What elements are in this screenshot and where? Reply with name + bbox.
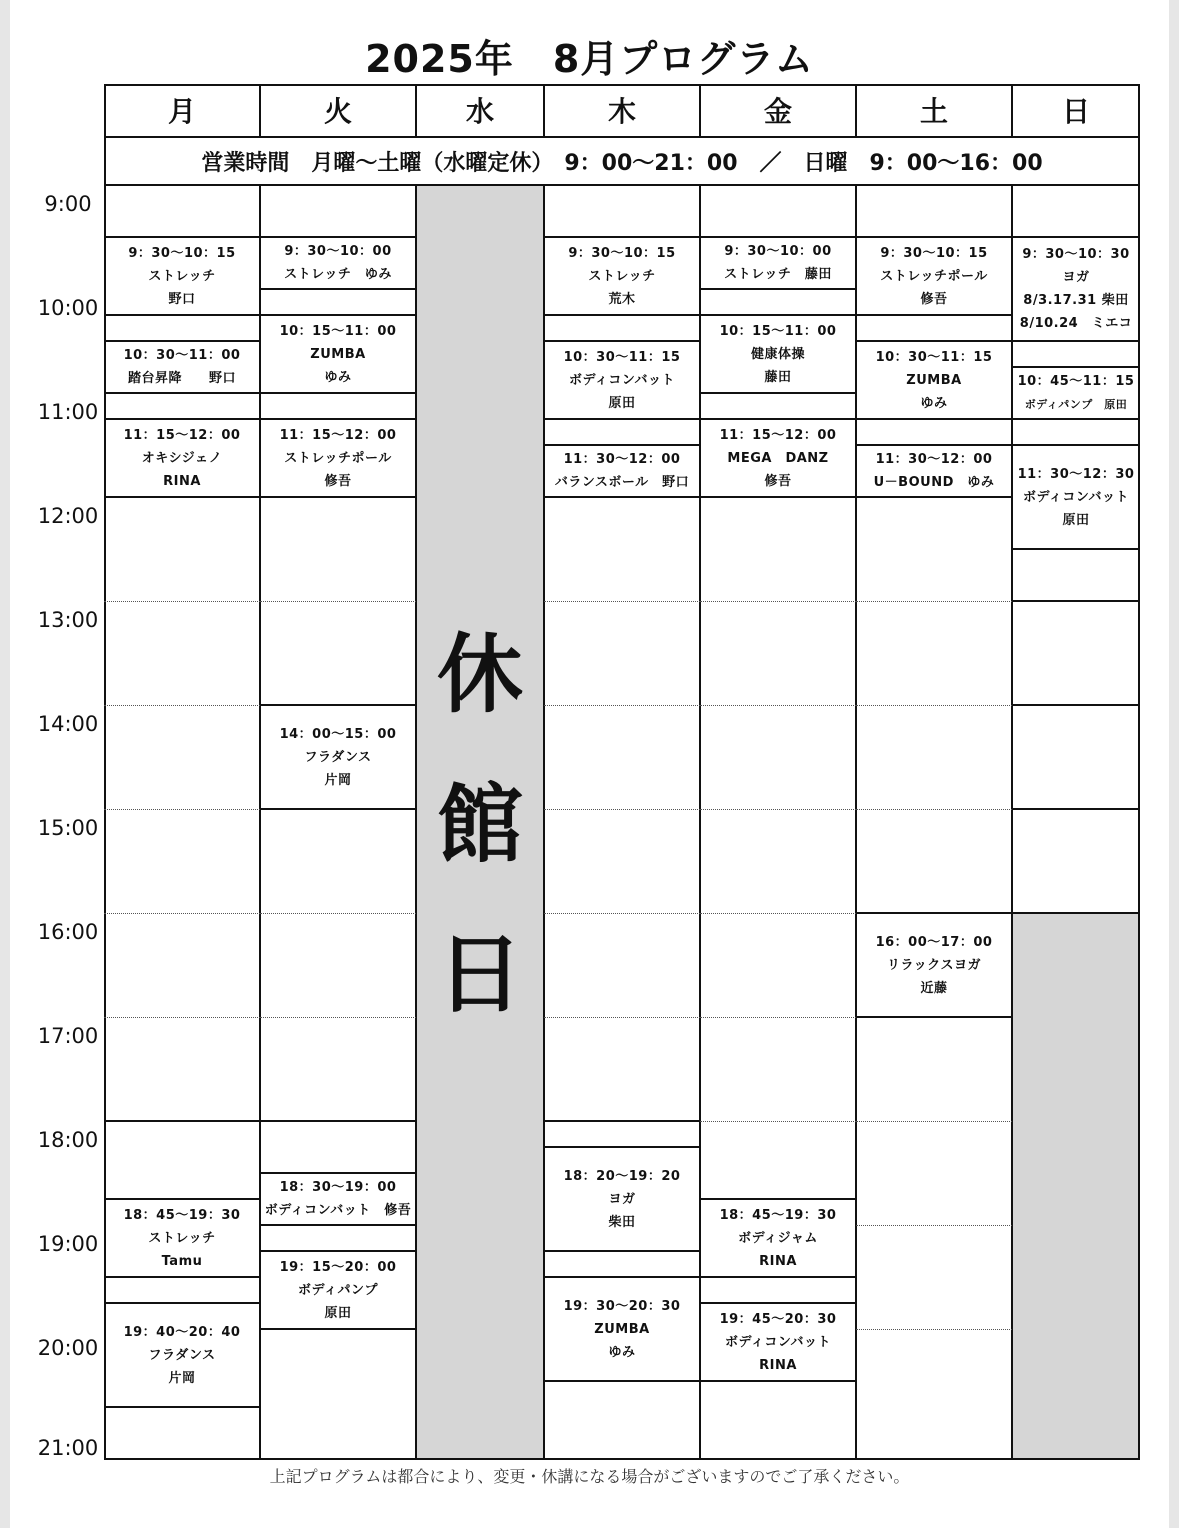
time-label: 17:00	[37, 1024, 99, 1048]
class-name: ヨガ	[608, 1191, 636, 1207]
grid-line	[260, 1224, 416, 1226]
class-instructor: 野口	[168, 291, 196, 307]
class-time: 10：15〜11：00	[279, 323, 397, 339]
footer-note: 上記プログラムは都合により、変更・休講になる場合がございますのでご了承ください。	[269, 1467, 910, 1486]
class-time: 9：30〜10：15	[568, 245, 676, 261]
time-label: 21:00	[37, 1436, 99, 1460]
class-instructor: RINA	[759, 1253, 797, 1269]
class-name: ZUMBA	[906, 372, 962, 388]
class-name: フラダンス	[304, 749, 372, 765]
class-block-tue	[260, 1174, 416, 1224]
class-block-fri	[700, 316, 856, 392]
grid-line	[700, 601, 856, 602]
class-instructor: 近藤	[920, 980, 948, 996]
class-name: ストレッチ 藤田	[724, 267, 832, 282]
day-header-sat: 土	[919, 95, 948, 128]
business-hours: 営業時間 月曜〜土曜（水曜定休） 9：00〜21：00 ／ 日曜 9：00〜16：00	[104, 136, 1140, 186]
class-instructor: 片岡	[168, 1370, 196, 1386]
grid-line	[700, 1276, 856, 1278]
class-block-mon	[104, 1304, 260, 1406]
class-instructor: 原田	[324, 1305, 352, 1321]
class-block-tue	[260, 420, 416, 496]
class-time: 18：45〜19：30	[123, 1207, 241, 1223]
class-block-thu	[544, 1148, 700, 1250]
class-time: 11：30〜12：00	[875, 452, 993, 467]
grid-line	[544, 496, 700, 498]
time-label: 9:00	[44, 192, 92, 216]
grid-line	[544, 601, 700, 602]
grid-line	[700, 496, 856, 498]
grid-line	[856, 809, 1012, 810]
class-block-tue	[260, 706, 416, 808]
class-instructor: 原田	[1062, 512, 1090, 528]
grid-line	[856, 314, 1012, 316]
class-name: ストレッチ	[148, 268, 216, 284]
class-name: ストレッチポール	[284, 450, 392, 466]
class-time: 19：45〜20：30	[719, 1311, 837, 1327]
class-name: オキシジェノ	[141, 450, 223, 466]
class-time: 10：45〜11：15	[1017, 374, 1135, 389]
class-instructor: 修吾	[764, 473, 792, 489]
day-header-fri: 金	[763, 95, 792, 128]
grid-line	[544, 1250, 700, 1252]
closed-day-label	[416, 600, 544, 1050]
day-header-sun: 日	[1061, 95, 1090, 128]
grid-line	[544, 913, 700, 914]
grid-line	[1012, 340, 1140, 342]
grid-line	[104, 1017, 260, 1018]
time-label: 13:00	[37, 608, 99, 632]
class-instructor: ゆみ	[324, 369, 352, 385]
column-divider	[415, 84, 417, 136]
grid-line	[1012, 704, 1140, 706]
class-time: 11：15〜12：00	[279, 427, 397, 443]
grid-line	[544, 1380, 700, 1382]
grid-line	[544, 418, 700, 420]
class-instructor: 片岡	[324, 772, 352, 788]
day-header-wed: 水	[465, 95, 494, 128]
class-time: 19：30〜20：30	[563, 1298, 681, 1314]
class-name: ヨガ	[1062, 270, 1090, 285]
grid-line	[104, 1406, 260, 1408]
grid-line	[544, 809, 700, 810]
class-name: ボディパンプ	[298, 1282, 378, 1298]
class-time: 18：45〜19：30	[719, 1207, 837, 1223]
time-label: 18:00	[37, 1128, 99, 1152]
class-block-thu	[544, 238, 700, 314]
grid-line	[700, 1121, 856, 1122]
grid-line	[1012, 912, 1140, 914]
class-block-tue	[260, 1252, 416, 1328]
grid-line	[856, 1225, 1012, 1226]
time-label: 14:00	[37, 712, 99, 736]
grid-line	[260, 288, 416, 290]
class-block-mon	[104, 238, 260, 314]
class-block-sun	[1012, 446, 1140, 548]
time-label: 16:00	[37, 920, 99, 944]
grid-line	[700, 913, 856, 914]
grid-line	[260, 392, 416, 394]
class-name: ボディコンバット	[724, 1334, 832, 1350]
class-instructor: 8/10.24 ミエコ	[1019, 316, 1133, 331]
class-time: 11：15〜12：00	[123, 427, 241, 443]
grid-line	[1012, 808, 1140, 810]
grid-line	[104, 809, 260, 810]
day-header-tue: 火	[323, 95, 352, 128]
grid-line	[856, 1016, 1012, 1018]
class-instructor: 藤田	[764, 369, 792, 385]
class-time: 11：15〜12：00	[719, 427, 837, 443]
column-divider	[855, 84, 857, 136]
class-time: 9：30〜10：15	[128, 245, 236, 261]
class-block-tue	[260, 238, 416, 288]
grid-line	[260, 913, 416, 914]
class-block-mon	[104, 342, 260, 392]
class-time: 11：30〜12：00	[563, 452, 681, 467]
class-block-sat	[856, 238, 1012, 314]
grid-line	[104, 1276, 260, 1278]
grid-line	[856, 1329, 1012, 1330]
grid-line	[700, 1017, 856, 1018]
grid-line	[1012, 600, 1140, 602]
class-block-tue	[260, 316, 416, 392]
closed-char: 日	[437, 925, 523, 1025]
grid-line	[104, 913, 260, 914]
class-block-fri	[700, 1304, 856, 1380]
class-name: フラダンス	[148, 1347, 216, 1363]
class-block-sat	[856, 914, 1012, 1016]
class-time: 10：30〜11：15	[563, 349, 681, 365]
class-block-thu	[544, 1278, 700, 1380]
grid-line	[260, 496, 416, 498]
closed-sun-evening	[1012, 913, 1138, 1458]
page-title: 2025年 8月プログラム	[365, 37, 814, 81]
class-block-sun	[1012, 238, 1140, 340]
class-time: 9：30〜10：00	[724, 244, 832, 259]
class-name: ボディジャム	[738, 1230, 818, 1246]
class-instructor: 柴田	[608, 1214, 636, 1230]
class-name: ZUMBA	[594, 1321, 650, 1337]
grid-line	[544, 1120, 700, 1122]
time-label: 19:00	[37, 1232, 99, 1256]
day-header-thu: 木	[607, 95, 636, 128]
grid-line	[104, 392, 260, 394]
class-time: 9：30〜10：00	[284, 244, 392, 259]
class-instructor: 8/3.17.31 柴田	[1023, 293, 1129, 308]
class-block-mon	[104, 420, 260, 496]
class-block-thu	[544, 342, 700, 418]
class-time: 19：15〜20：00	[279, 1259, 397, 1275]
class-time: 14：00〜15：00	[279, 726, 397, 742]
column-divider	[543, 84, 545, 136]
grid-line	[856, 1121, 1012, 1122]
class-name: ストレッチポール	[880, 268, 988, 284]
class-name: ボディパンプ 原田	[1024, 398, 1128, 411]
class-name: U－BOUND ゆみ	[873, 475, 995, 490]
class-time: 9：30〜10：15	[880, 245, 988, 261]
class-instructor: Tamu	[161, 1253, 203, 1269]
column-divider	[1011, 84, 1013, 136]
grid-line	[700, 392, 856, 394]
class-time: 9：30〜10：30	[1022, 247, 1130, 262]
grid-line	[1012, 548, 1140, 550]
grid-line	[544, 705, 700, 706]
class-name: ストレッチ	[148, 1230, 216, 1246]
grid-line	[700, 705, 856, 706]
class-name: MEGA DANZ	[727, 450, 829, 466]
column-divider	[259, 84, 261, 136]
class-name: ストレッチ	[588, 268, 656, 284]
class-block-fri	[700, 1200, 856, 1276]
class-block-mon	[104, 1200, 260, 1276]
grid-line	[700, 288, 856, 290]
grid-line	[856, 705, 1012, 706]
class-time: 18：30〜19：00	[279, 1180, 397, 1195]
grid-line	[104, 1120, 260, 1122]
class-time: 18：20〜19：20	[563, 1168, 681, 1184]
class-time: 16：00〜17：00	[875, 934, 993, 950]
grid-line	[260, 1120, 416, 1122]
grid-line	[1012, 418, 1140, 420]
day-header-mon: 月	[167, 95, 196, 128]
class-name: 健康体操	[750, 346, 805, 362]
class-instructor: 原田	[608, 395, 636, 411]
left-edge	[0, 0, 10, 1528]
grid-line	[260, 601, 416, 602]
class-block-sun	[1012, 368, 1140, 418]
grid-line	[700, 809, 856, 810]
class-name: ボディコンバット 修吾	[264, 1203, 412, 1218]
class-block-thu	[544, 446, 700, 496]
grid-line	[544, 314, 700, 316]
grid-line	[856, 418, 1012, 420]
class-instructor: RINA	[163, 473, 201, 489]
class-name: ストレッチ ゆみ	[284, 267, 392, 282]
time-label: 12:00	[37, 504, 99, 528]
class-instructor: 修吾	[324, 473, 352, 489]
time-label: 20:00	[37, 1336, 99, 1360]
class-block-sat	[856, 446, 1012, 496]
grid-line	[104, 314, 260, 316]
class-name: バランスボール 野口	[554, 475, 690, 490]
grid-line	[260, 1017, 416, 1018]
grid-line	[856, 496, 1012, 498]
class-instructor: ゆみ	[608, 1344, 636, 1360]
class-block-sat	[856, 342, 1012, 418]
column-divider	[699, 84, 701, 136]
grid-line	[856, 601, 1012, 602]
class-time: 10：30〜11：00	[123, 348, 241, 363]
grid-line	[544, 1017, 700, 1018]
grid-line	[260, 808, 416, 810]
class-instructor: RINA	[759, 1357, 797, 1373]
right-edge	[1169, 0, 1179, 1528]
class-time: 11：30〜12：30	[1017, 466, 1135, 482]
closed-char: 休	[437, 625, 523, 725]
grid-line	[104, 705, 260, 706]
class-name: 踏台昇降 野口	[127, 371, 236, 386]
time-label: 10:00	[37, 296, 99, 320]
class-time: 10：30〜11：15	[875, 349, 993, 365]
closed-char: 館	[437, 775, 523, 875]
class-name: ボディコンバット	[1022, 489, 1130, 505]
class-instructor: 修吾	[920, 291, 948, 307]
grid-line	[104, 496, 260, 498]
time-label: 11:00	[37, 400, 99, 424]
class-name: ZUMBA	[310, 346, 366, 362]
class-instructor: ゆみ	[920, 395, 948, 411]
class-block-fri	[700, 238, 856, 288]
class-instructor: 荒木	[608, 291, 636, 307]
class-time: 19：40〜20：40	[123, 1324, 241, 1340]
time-label: 15:00	[37, 816, 99, 840]
grid-line	[104, 601, 260, 602]
grid-line	[700, 1380, 856, 1382]
class-time: 10：15〜11：00	[719, 323, 837, 339]
class-name: リラックスヨガ	[886, 957, 982, 973]
grid-line	[260, 1328, 416, 1330]
class-name: ボディコンバット	[568, 372, 676, 388]
class-block-fri	[700, 420, 856, 496]
